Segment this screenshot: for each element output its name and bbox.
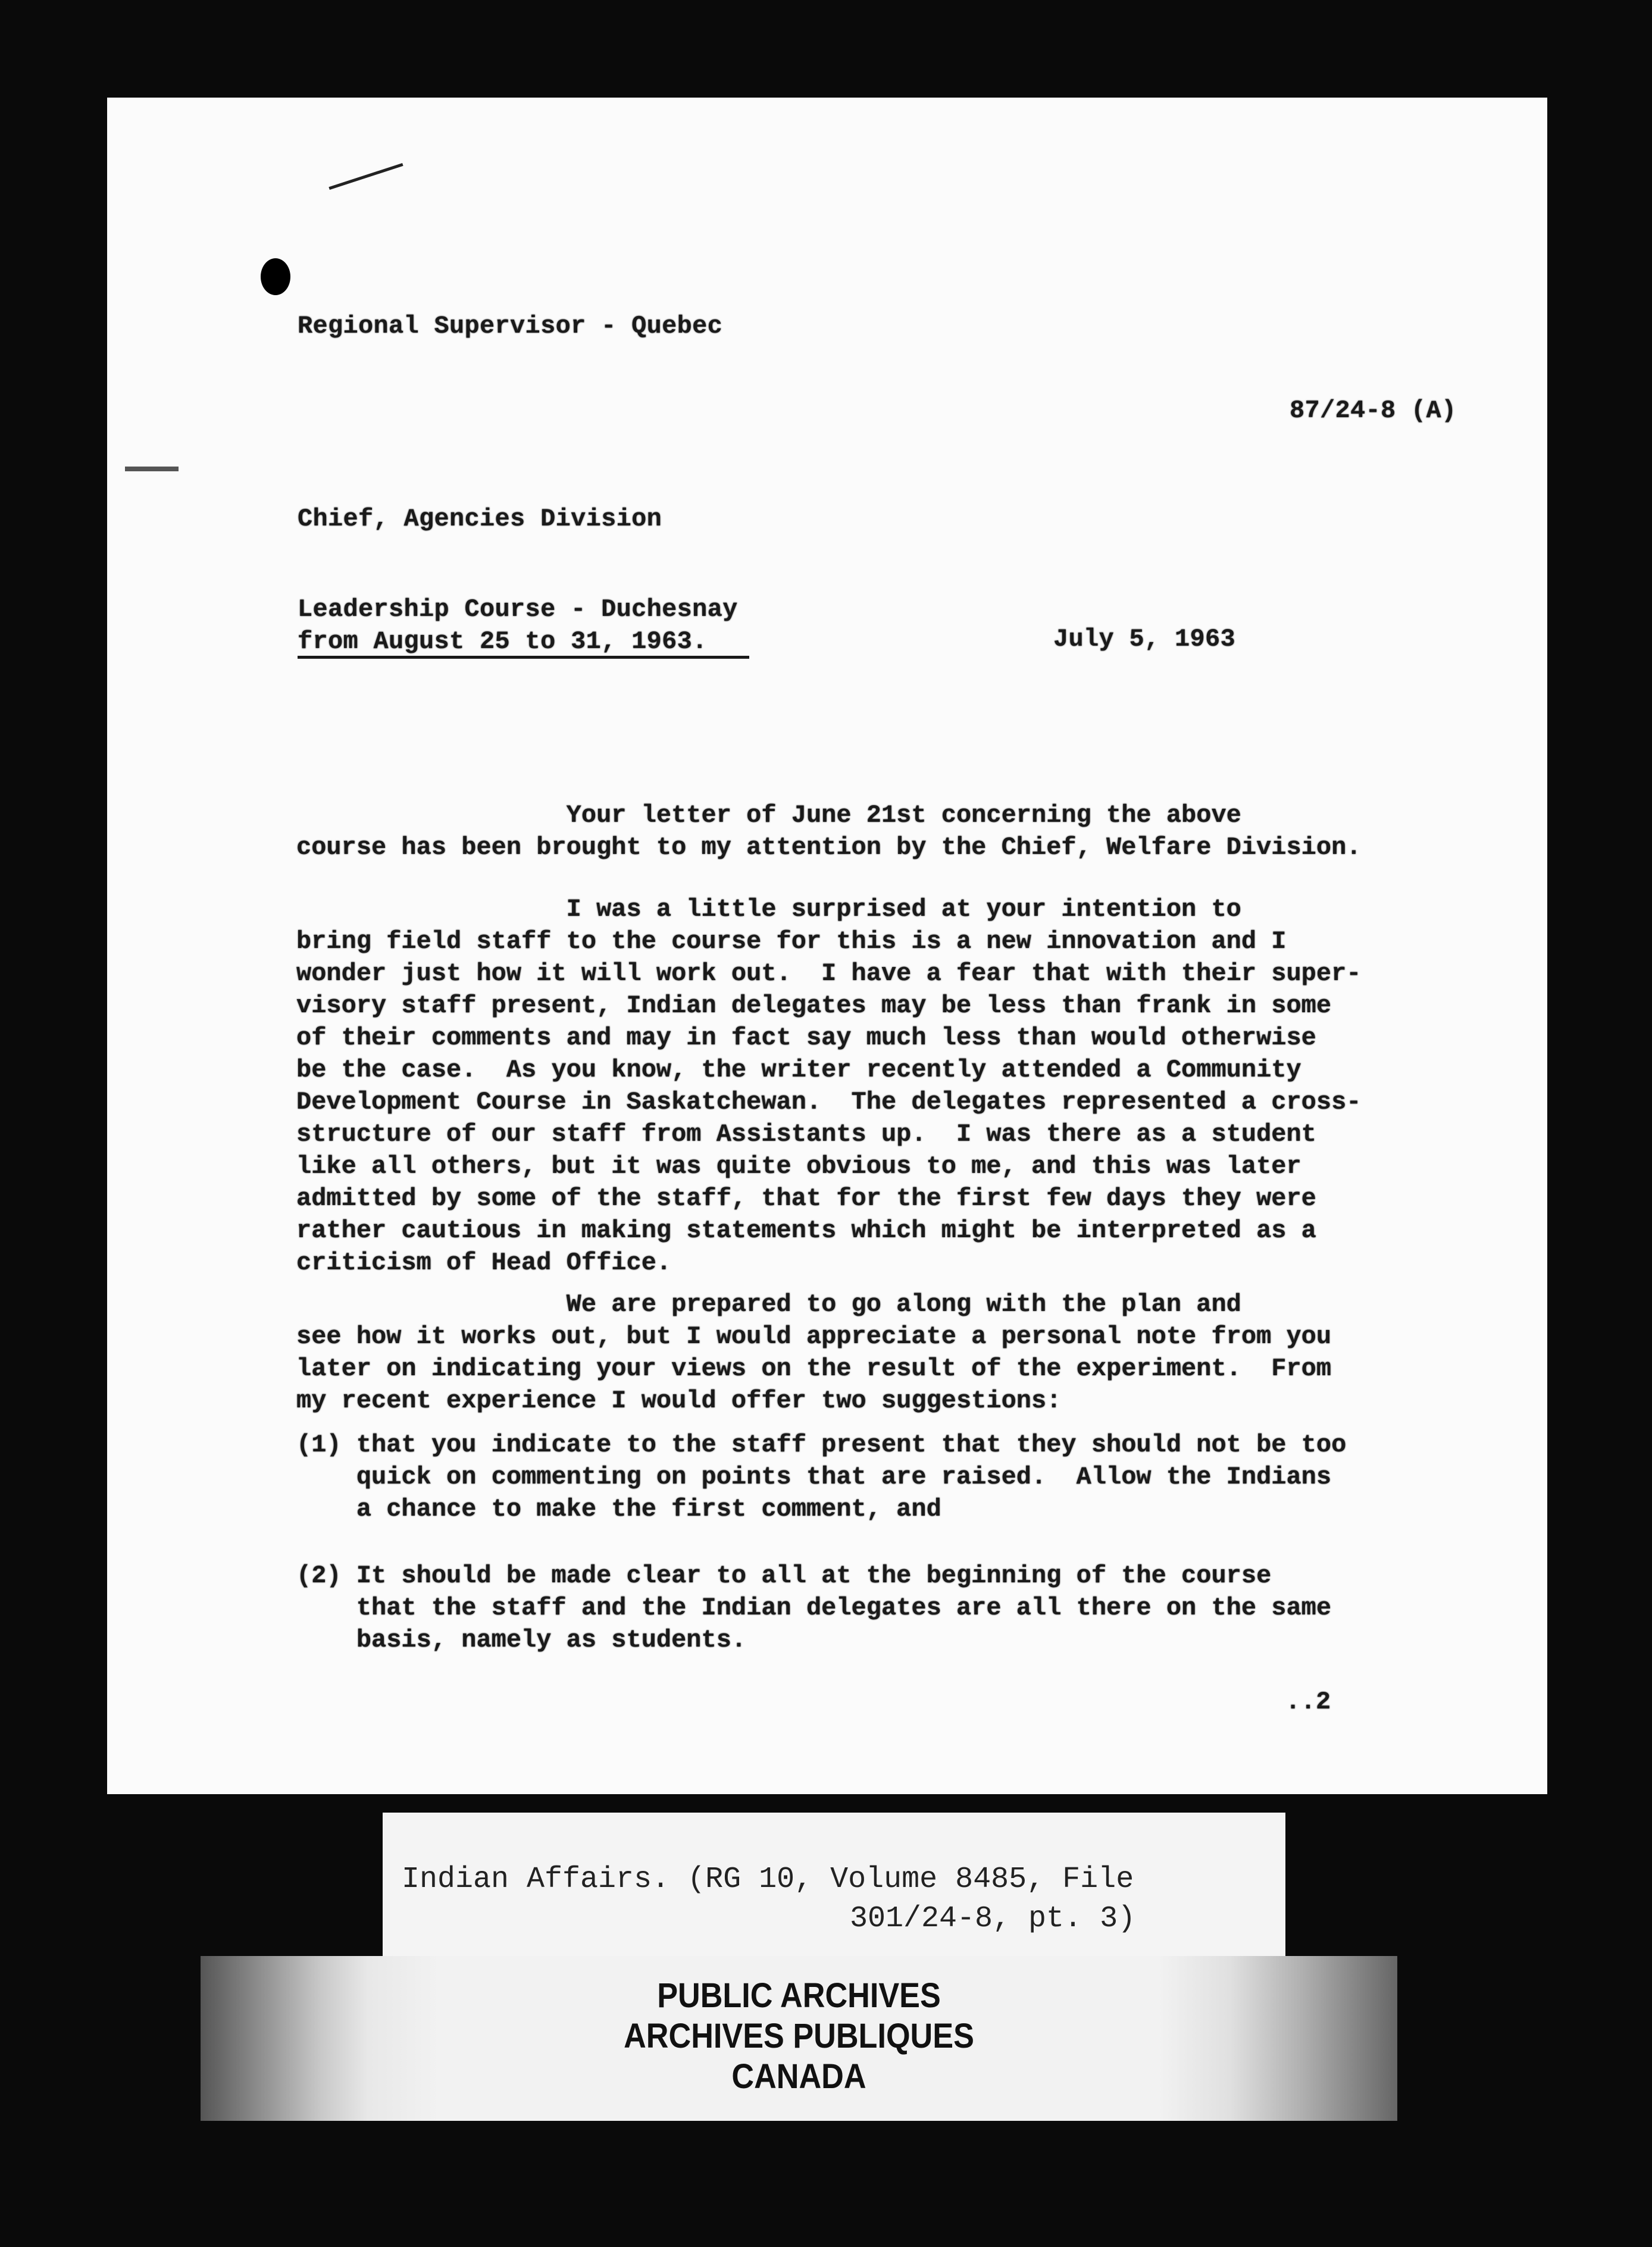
letter-date: July 5, 1963	[1053, 625, 1236, 653]
sender: Chief, Agencies Division	[298, 505, 662, 533]
letter-page	[107, 98, 1547, 1794]
smudge-mark	[125, 467, 179, 471]
para2-line: wonder just how it will work out. I have a fear that with their super-	[296, 959, 1362, 988]
para3-line: see how it works out, but I would appreciate a personal note from you	[296, 1322, 1332, 1351]
para2-line: criticism of Head Office.	[296, 1248, 672, 1277]
para2-line: of their comments and may in fact say much less than would otherwise	[296, 1024, 1316, 1052]
archive-reference-line-2: 301/24-8, pt. 3)	[850, 1902, 1136, 1936]
para1-line: course has been brought to my attention by the Chief, Welfare Division.	[296, 833, 1362, 862]
recipient: Regional Supervisor - Quebec	[298, 312, 723, 340]
para3-line: We are prepared to go along with the plan and	[296, 1290, 1241, 1319]
para2-line: I was a little surprised at your intention to	[296, 895, 1241, 924]
para2-line: rather cautious in making statements which might be interpreted as a	[296, 1216, 1316, 1245]
para2-line: admitted by some of the staff, that for the first few days they were	[296, 1184, 1316, 1213]
item1-line: quick on commenting on points that are raised. Allow the Indians	[296, 1463, 1332, 1491]
item2-line: basis, namely as students.	[296, 1626, 747, 1654]
item2-line: (2) It should be made clear to all at the beginning of the course	[296, 1561, 1272, 1590]
item2-line: that the staff and the Indian delegates are all there on the same	[296, 1594, 1332, 1622]
file-reference: 87/24-8 (A)	[1290, 396, 1457, 425]
punch-hole	[261, 258, 290, 295]
stamp-line-1: PUBLIC ARCHIVES	[657, 1976, 941, 2015]
archive-reference-label	[383, 1813, 1285, 1956]
para1-line: Your letter of June 21st concerning the above	[296, 801, 1241, 830]
subject-line-2: from August 25 to 31, 1963.	[298, 627, 749, 659]
subject-line-1: Leadership Course - Duchesnay	[298, 595, 738, 624]
item1-line: (1) that you indicate to the staff present that they should not be too	[296, 1431, 1347, 1459]
stamp-line-3: CANADA	[731, 2057, 866, 2096]
para2-line: bring field staff to the course for this is a new innovation and I	[296, 927, 1287, 956]
para3-line: my recent experience I would offer two suggestions:	[296, 1387, 1062, 1415]
stamp-line-2: ARCHIVES PUBLIQUES	[624, 2017, 974, 2055]
para2-line: Development Course in Saskatchewan. The delegates represented a cross-	[296, 1088, 1362, 1116]
para2-line: be the case. As you know, the writer recently attended a Community	[296, 1056, 1301, 1084]
archives-stamp-strip	[201, 1956, 1397, 2121]
archive-reference-line-1: Indian Affairs. (RG 10, Volume 8485, File	[402, 1863, 1134, 1897]
para2-line: like all others, but it was quite obvious to me, and this was later	[296, 1152, 1301, 1181]
page-continuation: ..2	[1285, 1688, 1331, 1716]
para3-line: later on indicating your views on the result of the experiment. From	[296, 1354, 1332, 1383]
para2-line: visory staff present, Indian delegates may be less than frank in some	[296, 991, 1332, 1020]
pen-mark	[328, 163, 403, 190]
para2-line: structure of our staff from Assistants up. I was there as a student	[296, 1120, 1316, 1148]
item1-line: a chance to make the first comment, and	[296, 1495, 941, 1523]
